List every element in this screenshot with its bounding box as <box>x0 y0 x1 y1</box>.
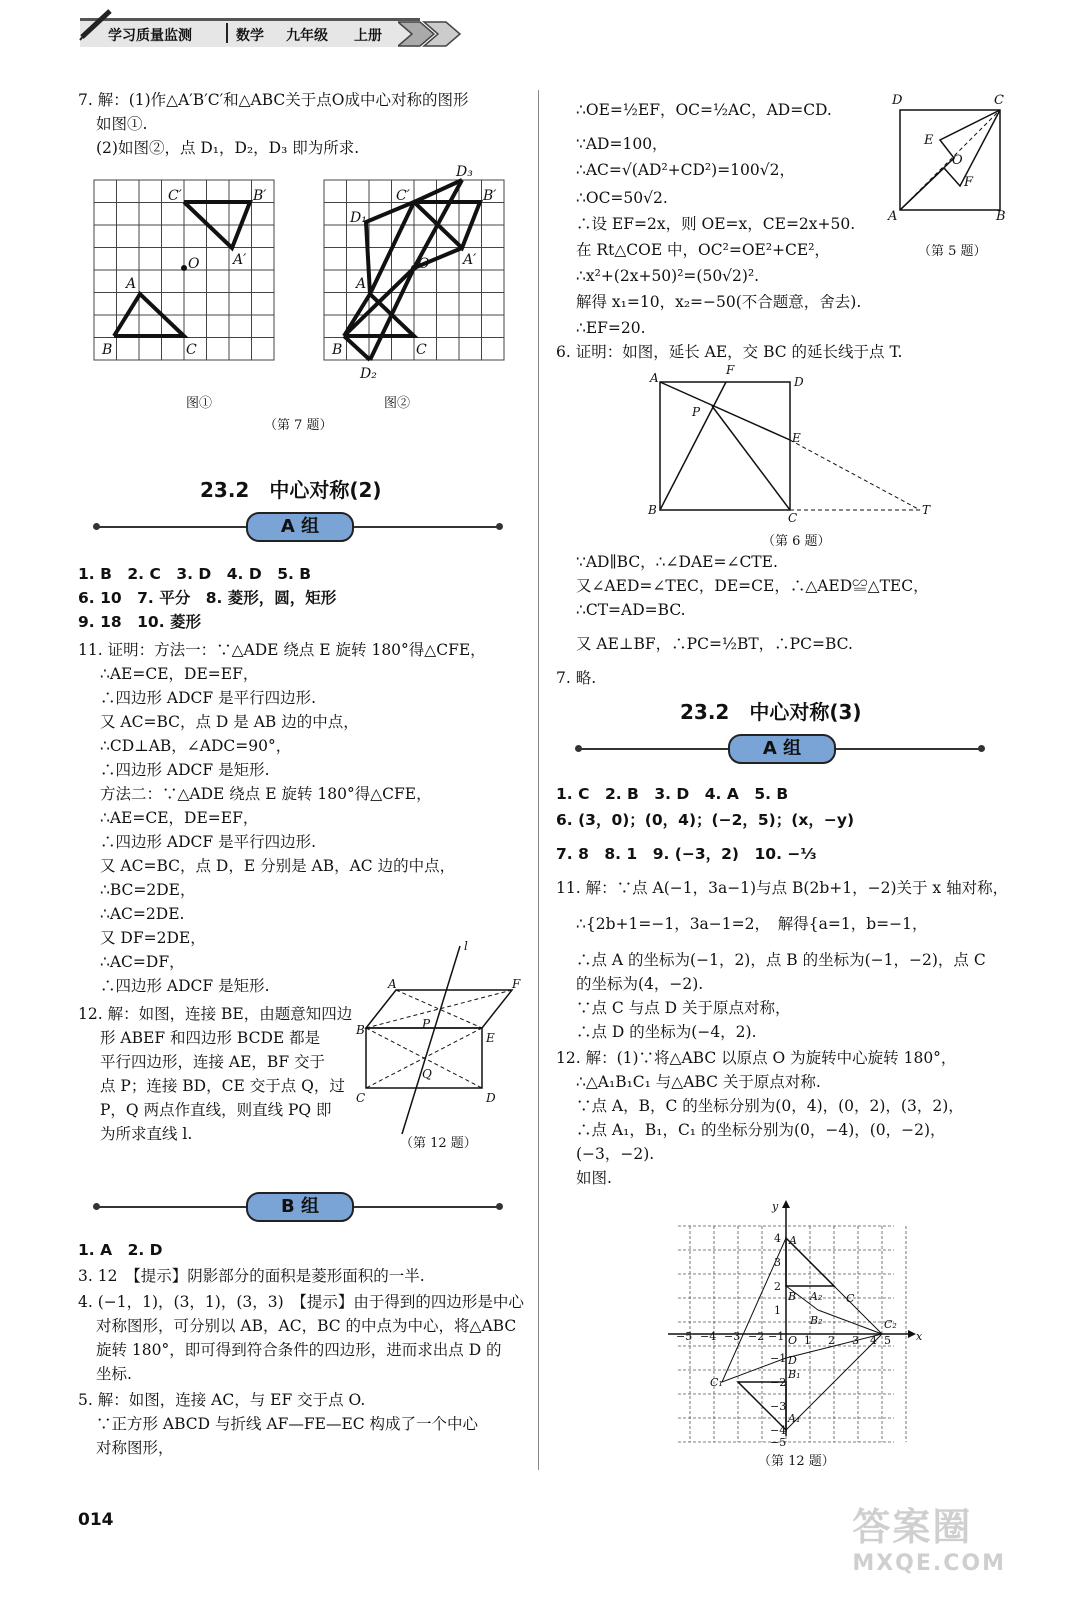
fig12-label: C <box>356 1091 366 1105</box>
q5-line: ∴x²+(2x+50)²=(50√2)². <box>576 267 760 285</box>
figure-5 <box>884 88 1034 228</box>
q12-line: 点 P；连接 BD，CE 交于点 Q，过 <box>100 1077 345 1095</box>
q7-right: 7. 略. <box>556 669 597 687</box>
fig6-label: A <box>650 371 659 385</box>
answers-a-2: 6. 10 7. 平分 8. 菱形，圆，矩形 <box>78 589 337 607</box>
header-series: 学习质量监测 <box>108 28 192 44</box>
q12-line: 12. 解：如图，连接 BE，由题意知四边 <box>78 1005 353 1023</box>
fig7-label: A <box>126 276 137 292</box>
section-title-1: 23.2 中心对称(2) <box>200 478 382 502</box>
y-tick: −1 <box>770 1352 787 1365</box>
page-header <box>80 18 420 47</box>
q5-line: ∴OE=½EF，OC=½AC，AD=CD. <box>576 101 832 119</box>
q12-right: (−3，−2). <box>576 1145 655 1163</box>
fig12-right-caption: （第 12 题） <box>758 1454 835 1469</box>
fig12-label: A <box>388 977 397 991</box>
point-label: B₂ <box>810 1314 823 1327</box>
q11-line: 又 AC=BC，点 D，E 分别是 AB，AC 边的中点， <box>100 857 456 875</box>
answers-a2: 7. 8 8. 1 9. (−3，2) 10. −⅓ <box>556 845 817 863</box>
fig5-caption: （第 5 题） <box>918 244 987 259</box>
x-tick: 1 <box>804 1334 811 1347</box>
figure-12-right <box>664 1196 924 1446</box>
fig12-label: F <box>512 977 521 991</box>
fig5-label: O <box>952 153 963 168</box>
point-label: C₁ <box>710 1376 723 1389</box>
answers-a2: 1. C 2. B 3. D 4. A 5. B <box>556 785 789 803</box>
y-tick: −5 <box>770 1436 787 1446</box>
q11-line: 方法二：∵△ADE 绕点 E 旋转 180°得△CFE， <box>100 785 432 803</box>
fig7-caption-2: 图② <box>384 396 411 411</box>
fig5-label: E <box>924 133 934 148</box>
fig7-label: A <box>356 276 367 292</box>
answers-b: 旋转 180°，即可得到符合条件的四边形，进而求出点 D 的 <box>96 1341 502 1359</box>
fig7-label: D₁ <box>350 210 367 226</box>
q12-right: 12. 解：(1)∵将△ABC 以原点 O 为旋转中心旋转 180°， <box>556 1049 957 1067</box>
fig7-label: C <box>186 342 197 358</box>
answers-b: 3. 12 【提示】阴影部分的面积是菱形面积的一半. <box>78 1267 425 1285</box>
fig6-label: T <box>922 503 931 517</box>
q6-cont: 又∠AED=∠TEC，DE=CE，∴△AED≌△TEC， <box>576 577 929 595</box>
answers-b: 对称图形， <box>96 1439 174 1457</box>
y-tick: 4 <box>774 1232 781 1245</box>
axis-y-label: y <box>772 1200 779 1213</box>
q5-line: ∴AC=√(AD²+CD²)=100√2， <box>576 161 796 179</box>
axis-x-label: x <box>916 1330 923 1343</box>
fig12-caption: （第 12 题） <box>400 1136 477 1151</box>
fig6-label: C <box>788 511 798 524</box>
q11-line: ∴AE=CE，DE=EF， <box>100 665 259 683</box>
point-label: A <box>789 1234 797 1247</box>
q11-line: 又 AC=BC，点 D 是 AB 边的中点， <box>100 713 359 731</box>
x-tick: −5 <box>676 1330 693 1343</box>
q11-line: ∴BC=2DE， <box>100 881 196 899</box>
point-label: C <box>846 1292 855 1305</box>
q12-right: ∵点 A，B，C 的坐标分别为(0，4)，(0，2)，(3，2)， <box>576 1097 964 1115</box>
fig7-label: O <box>188 256 200 272</box>
q5-line: 解得 x₁=10，x₂=−50(不合题意，舍去). <box>576 293 862 311</box>
header-volume: 上册 <box>354 28 382 44</box>
q11-line: ∴CD⊥AB，∠ADC=90°， <box>100 737 292 755</box>
point-label: A₂ <box>810 1290 823 1303</box>
q5-line: ∵AD=100， <box>576 135 668 153</box>
q7-line-1: 7. 解：(1)作△A′B′C′和△ABC关于点O成中心对称的图形 <box>78 91 469 109</box>
q11-line: ∴四边形 ADCF 是矩形. <box>100 761 270 779</box>
q11-right: 的坐标为(4，−2). <box>576 975 704 993</box>
fig7-label: C <box>416 342 427 358</box>
q11-right: ∵点 C 与点 D 关于原点对称， <box>576 999 791 1017</box>
q11-right: ∴{2b+1=−1，3a−1=2， 解得{a=1，b=−1， <box>576 915 928 933</box>
y-tick: 1 <box>774 1304 781 1317</box>
q11-right: 11. 解：∵点 A(−1，3a−1)与点 B(2b+1，−2)关于 x 轴对称， <box>556 879 1009 897</box>
answers-a-1: 1. B 2. C 3. D 4. D 5. B <box>78 565 312 583</box>
q11-right: ∴点 D 的坐标为(−4，2). <box>576 1023 757 1041</box>
fig5-label: D <box>892 93 903 108</box>
q11-line: ∴AC=2DE. <box>100 905 185 923</box>
y-tick: 2 <box>774 1280 781 1293</box>
q12-right: 如图. <box>576 1169 612 1187</box>
fig12-label: Q <box>422 1067 432 1081</box>
q6-cont: ∴CT=AD=BC. <box>576 601 686 619</box>
point-label: C₂ <box>884 1318 897 1331</box>
q6-cont: ∵AD∥BC，∴∠DAE=∠CTE. <box>576 553 778 571</box>
x-tick: −4 <box>700 1330 717 1343</box>
fig7-caption-1: 图① <box>186 396 213 411</box>
header-subject: 数学 <box>236 28 264 44</box>
x-tick: −1 <box>768 1330 785 1343</box>
q11-line: ∴AE=CE，DE=EF， <box>100 809 259 827</box>
fig7-label: B′ <box>483 188 497 204</box>
q12-line: 形 ABEF 和四边形 BCDE 都是 <box>100 1029 321 1047</box>
section-title-2: 23.2 中心对称(3) <box>680 700 862 724</box>
watermark-top: 答案圈 <box>852 1505 973 1549</box>
x-tick: −2 <box>748 1330 765 1343</box>
x-tick: 5 <box>884 1334 891 1347</box>
q5-line: 在 Rt△COE 中，OC²=OE²+CE²， <box>576 241 830 259</box>
answers-a-3: 9. 18 10. 菱形 <box>78 613 201 631</box>
point-label: D <box>788 1354 797 1367</box>
q11-line: ∴四边形 ADCF 是平行四边形. <box>100 833 317 851</box>
fig6-label: E <box>792 431 801 445</box>
answers-b: 坐标. <box>96 1365 132 1383</box>
fig7-caption: （第 7 题） <box>264 418 333 433</box>
fig6-label: B <box>648 503 657 517</box>
fig6-label: D <box>794 375 804 389</box>
q12-right: ∴点 A₁，B₁，C₁ 的坐标分别为(0，−4)，(0，−2)， <box>576 1121 946 1139</box>
column-divider <box>538 90 539 1470</box>
q5-line: ∴设 EF=2x，则 OE=x，CE=2x+50. <box>576 215 856 233</box>
fig12-label: P <box>422 1017 431 1031</box>
page-number: 014 <box>78 1510 114 1530</box>
q11-line: 又 DF=2DE， <box>100 929 206 947</box>
fig7-label: B′ <box>253 188 267 204</box>
q7-line-2: 如图①. <box>96 115 148 133</box>
figure-6 <box>640 364 940 524</box>
fig6-label: F <box>726 364 735 377</box>
q11-right: ∴点 A 的坐标为(−1，2)，点 B 的坐标为(−1，−2)，点 C <box>576 951 986 969</box>
fig7-label: B <box>332 342 343 358</box>
figure-7 <box>80 160 520 420</box>
q12-right: ∴△A₁B₁C₁ 与△ABC 关于原点对称. <box>576 1073 821 1091</box>
y-tick: 3 <box>774 1256 781 1269</box>
chevrons-icon <box>398 19 468 49</box>
fig12-label: E <box>486 1031 495 1045</box>
fig12-label: D <box>486 1091 496 1105</box>
q7-line-3: (2)如图②，点 D₁，D₂，D₃ 即为所求. <box>96 139 360 157</box>
fig7-label: C′ <box>168 188 182 204</box>
q5-line: ∴EF=20. <box>576 319 646 337</box>
fig7-label: A′ <box>233 252 247 268</box>
x-tick: 3 <box>852 1334 859 1347</box>
q6-cont: 又 AE⊥BF，∴PC=½BT，∴PC=BC. <box>576 635 853 653</box>
q11-line: ∴四边形 ADCF 是矩形. <box>100 977 270 995</box>
q11-line: 11. 证明：方法一：∵△ADE 绕点 E 旋转 180°得△CFE， <box>78 641 486 659</box>
fig7-label: O <box>418 256 430 272</box>
point-label: B₁ <box>788 1368 801 1381</box>
answers-b: 1. A 2. D <box>78 1241 163 1259</box>
q6-line: 6. 证明：如图，延长 AE，交 BC 的延长线于点 T. <box>556 343 903 361</box>
header-grade: 九年级 <box>286 28 328 44</box>
q12-line: 平行四边形，连接 AE，BF 交于 <box>100 1053 326 1071</box>
fig7-label: A′ <box>463 252 477 268</box>
fig7-label: C′ <box>396 188 410 204</box>
answers-b: 对称图形，可分别以 AB，AC，BC 的中点为中心，将△ABC <box>96 1317 517 1335</box>
x-tick: 2 <box>828 1334 835 1347</box>
q11-line: ∴四边形 ADCF 是平行四边形. <box>100 689 317 707</box>
group-b-badge: B 组 <box>246 1192 354 1222</box>
watermark <box>852 1496 1006 1576</box>
figure-12-left <box>352 938 532 1138</box>
fig5-label: B <box>996 209 1006 224</box>
fig5-label: A <box>888 209 898 224</box>
fig12-label: B <box>356 1023 365 1037</box>
fig7-label: B <box>102 342 113 358</box>
fig5-label: C <box>994 93 1004 108</box>
answers-a2: 6. (3，0)；(0，4)；(−2，5)；(x，−y) <box>556 811 855 829</box>
x-tick: 4 <box>870 1334 877 1347</box>
q12-line: 为所求直线 l. <box>100 1125 193 1143</box>
fig7-label: D₃ <box>456 164 473 180</box>
q11-line: ∴AC=DF， <box>100 953 185 971</box>
fig7-label: D₂ <box>360 366 377 382</box>
y-tick: −4 <box>770 1424 787 1437</box>
group-a2-badge: A 组 <box>728 734 836 764</box>
point-label: B <box>788 1290 797 1303</box>
fig5-label: F <box>964 175 974 190</box>
answers-b: 5. 解：如图，连接 AC，与 EF 交于点 O. <box>78 1391 366 1409</box>
fig12-label: l <box>464 939 468 953</box>
q12-line: P，Q 两点作直线，则直线 PQ 即 <box>100 1101 332 1119</box>
answers-b: 4. (−1，1)，(3，1)，(3，3) 【提示】由于得到的四边形是中心 <box>78 1293 524 1311</box>
y-tick: −2 <box>770 1376 787 1389</box>
watermark-bottom: MXQE.COM <box>852 1551 1006 1576</box>
q5-line: ∴OC=50√2. <box>576 189 668 207</box>
point-label: A₁ <box>788 1412 801 1425</box>
y-tick: −3 <box>770 1400 787 1413</box>
answers-b: ∵正方形 ABCD 与折线 AF—FE—EC 构成了一个中心 <box>96 1415 479 1433</box>
fig6-caption: （第 6 题） <box>762 534 831 549</box>
fig6-label: P <box>692 405 701 419</box>
group-a-badge: A 组 <box>246 512 354 542</box>
origin-label: O <box>788 1334 798 1347</box>
x-tick: −3 <box>724 1330 741 1343</box>
